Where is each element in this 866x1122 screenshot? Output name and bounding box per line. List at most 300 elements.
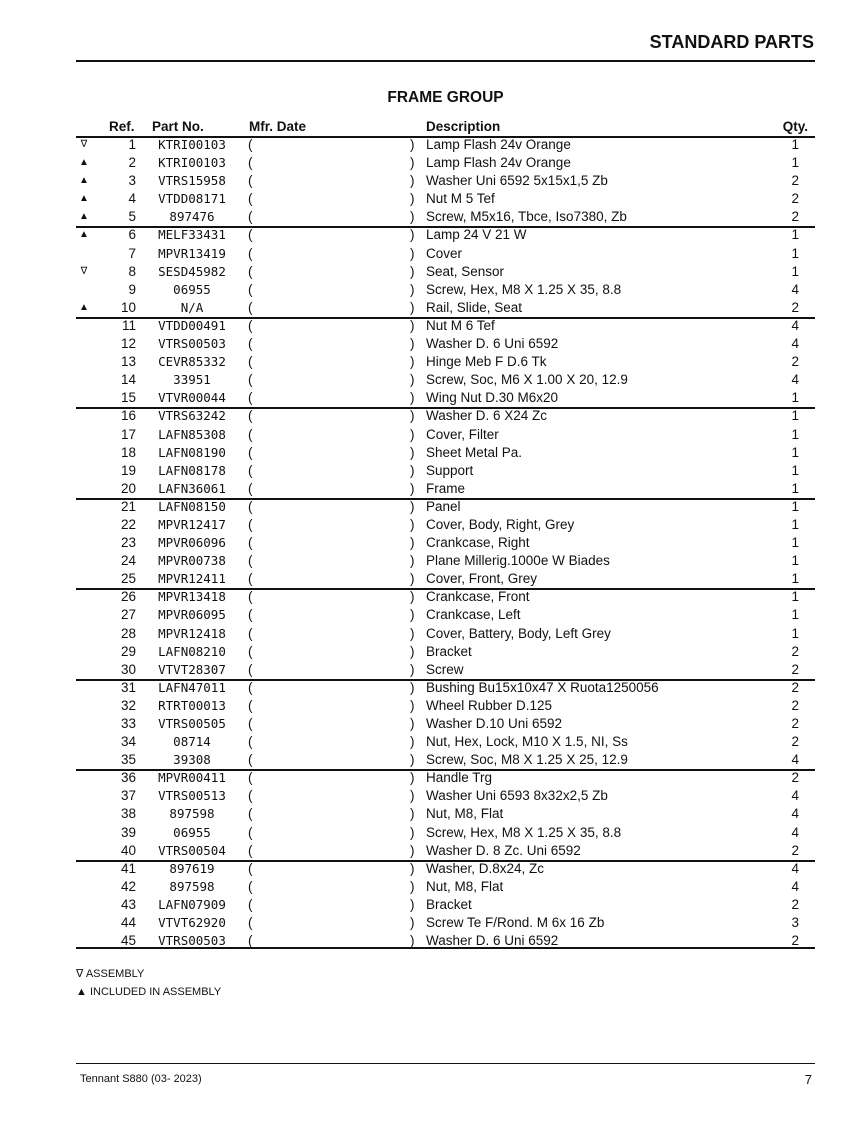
row-qty: 1 (791, 480, 799, 496)
mfr-date-open: ( (248, 498, 253, 514)
row-qty: 2 (791, 191, 799, 207)
row-part-no: N/A (180, 299, 204, 315)
mfr-date-close: ) (410, 462, 415, 478)
table-row (76, 444, 815, 462)
mfr-date-close: ) (410, 878, 415, 894)
mfr-date-close: ) (410, 607, 415, 623)
row-part-no: 897598 (169, 878, 215, 894)
row-description: Cover, Filter (426, 426, 499, 442)
mfr-date-close: ) (410, 625, 415, 641)
row-qty: 4 (791, 372, 799, 388)
row-description: Nut, Hex, Lock, M10 X 1.5, NI, Ss (426, 734, 628, 750)
row-qty: 2 (791, 770, 799, 786)
mfr-date-close: ) (410, 209, 415, 225)
table-row (76, 914, 815, 932)
row-part-no: VTRS00503 (158, 933, 226, 949)
mfr-date-close: ) (410, 516, 415, 532)
row-ref: 38 (120, 806, 136, 822)
row-ref: 41 (120, 860, 136, 876)
row-description: Cover, Body, Right, Grey (426, 516, 575, 532)
table-row (76, 842, 815, 860)
row-marker-icon: ▲ (79, 211, 89, 223)
row-qty: 1 (791, 155, 799, 171)
table-row (76, 426, 815, 444)
table-row (76, 226, 815, 244)
mfr-date-close: ) (410, 245, 415, 261)
mfr-date-open: ( (248, 788, 253, 804)
row-part-no: LAFN08178 (158, 462, 226, 478)
row-part-no: LAFN08150 (158, 498, 226, 514)
row-ref: 8 (128, 263, 136, 279)
row-ref: 19 (120, 462, 136, 478)
table-row (76, 661, 815, 679)
row-part-no: VTRS00513 (158, 788, 226, 804)
row-description: Panel (426, 498, 461, 514)
row-ref: 18 (120, 444, 136, 460)
row-ref: 29 (120, 643, 136, 659)
row-description: Lamp Flash 24v Orange (426, 155, 571, 171)
table-row (76, 263, 815, 281)
row-marker-icon: ∇ (80, 265, 88, 277)
row-description: Washer D. 6 Uni 6592 (426, 933, 559, 949)
row-qty: 4 (791, 824, 799, 840)
mfr-date-close: ) (410, 408, 415, 424)
table-row (76, 208, 815, 226)
mfr-date-open: ( (248, 372, 253, 388)
row-description: Washer D. 8 Zc. Uni 6592 (426, 842, 581, 858)
mfr-date-open: ( (248, 679, 253, 695)
page-header (76, 30, 815, 62)
row-qty: 2 (791, 354, 799, 370)
row-qty: 4 (791, 281, 799, 297)
row-ref: 30 (120, 661, 136, 677)
row-ref: 17 (120, 426, 136, 442)
row-description: Plane Millerig.1000e W Biades (426, 553, 610, 569)
assembly-symbol-icon: ∇ (76, 968, 84, 980)
row-part-no: VTDD08171 (158, 191, 226, 207)
mfr-date-open: ( (248, 408, 253, 424)
table-row (76, 570, 815, 588)
row-ref: 11 (121, 317, 136, 333)
table-row (76, 154, 815, 172)
row-part-no: MPVR13418 (158, 589, 226, 605)
mfr-date-close: ) (410, 372, 415, 388)
table-row (76, 480, 815, 498)
row-qty: 1 (791, 607, 799, 623)
row-part-no: MPVR00411 (158, 770, 226, 786)
mfr-date-open: ( (248, 516, 253, 532)
table-row (76, 389, 815, 407)
mfr-date-close: ) (410, 734, 415, 750)
mfr-date-close: ) (410, 227, 415, 243)
mfr-date-open: ( (248, 191, 253, 207)
row-ref: 1 (128, 137, 136, 152)
row-ref: 22 (120, 516, 136, 532)
row-description: Cover (426, 245, 463, 261)
row-part-no: LAFN08210 (158, 643, 226, 659)
included-symbol-icon: ▲ (76, 986, 87, 998)
mfr-date-close: ) (410, 697, 415, 713)
mfr-date-open: ( (248, 643, 253, 659)
row-qty: 1 (791, 535, 799, 551)
mfr-date-open: ( (248, 933, 253, 949)
row-ref: 6 (128, 227, 136, 243)
table-row (76, 824, 815, 842)
row-description: Nut M 6 Tef (426, 317, 495, 333)
row-ref: 3 (128, 173, 136, 189)
row-ref: 32 (120, 697, 136, 713)
row-description: Screw, M5x16, Tbce, Iso7380, Zb (426, 209, 627, 225)
row-description: Crankcase, Right (426, 535, 530, 551)
row-ref: 21 (120, 498, 136, 514)
row-qty: 1 (791, 137, 799, 152)
table-row (76, 190, 815, 208)
page-footer (76, 1063, 815, 1087)
row-qty: 4 (791, 336, 799, 352)
row-description: Crankcase, Left (426, 607, 521, 623)
row-marker-icon: ▲ (79, 301, 89, 313)
row-part-no: VTRS00505 (158, 716, 226, 731)
table-row (76, 625, 815, 643)
mfr-date-close: ) (410, 806, 415, 822)
mfr-date-close: ) (410, 842, 415, 858)
row-part-no: 33951 (173, 372, 211, 388)
row-ref: 24 (120, 553, 136, 569)
mfr-date-close: ) (410, 589, 415, 605)
mfr-date-close: ) (410, 824, 415, 840)
row-qty: 2 (791, 697, 799, 713)
table-row (76, 534, 815, 552)
mfr-date-open: ( (248, 716, 253, 731)
row-ref: 10 (120, 299, 136, 315)
mfr-date-open: ( (248, 589, 253, 605)
mfr-date-open: ( (248, 860, 253, 876)
row-description: Frame (426, 480, 466, 496)
mfr-date-open: ( (248, 155, 253, 171)
row-qty: 2 (791, 173, 799, 189)
table-row (76, 335, 815, 353)
table-row (76, 172, 815, 190)
row-description: Cover, Battery, Body, Left Grey (426, 625, 611, 641)
table-row (76, 697, 815, 715)
mfr-date-close: ) (410, 317, 415, 333)
row-part-no: SESD45982 (158, 263, 226, 279)
mfr-date-open: ( (248, 607, 253, 623)
row-qty: 2 (791, 734, 799, 750)
table-row (76, 462, 815, 480)
row-qty: 3 (791, 915, 799, 931)
mfr-date-close: ) (410, 535, 415, 551)
group-title: FRAME GROUP (387, 89, 504, 106)
row-ref: 28 (120, 625, 136, 641)
row-part-no: MPVR00738 (158, 553, 226, 569)
row-ref: 25 (120, 571, 136, 587)
row-description: Bracket (426, 643, 472, 659)
row-marker-icon: ∇ (80, 139, 88, 150)
row-description: Washer D. 6 X24 Zc (426, 408, 548, 424)
header-qty: Qty. (782, 119, 808, 134)
row-qty: 4 (791, 878, 799, 894)
row-part-no: 897619 (169, 860, 215, 876)
row-qty: 1 (791, 625, 799, 641)
row-description: Wing Nut D.30 M6x20 (426, 390, 559, 406)
table-row (76, 606, 815, 624)
row-part-no: 897598 (169, 806, 215, 822)
mfr-date-open: ( (248, 137, 253, 152)
table-row (76, 715, 815, 733)
mfr-date-close: ) (410, 571, 415, 587)
mfr-date-close: ) (410, 173, 415, 189)
row-ref: 4 (128, 191, 136, 207)
mfr-date-open: ( (248, 915, 253, 931)
row-ref: 31 (120, 679, 136, 695)
row-qty: 2 (791, 661, 799, 677)
row-qty: 4 (791, 806, 799, 822)
mfr-date-close: ) (410, 137, 415, 152)
row-part-no: VTVT62920 (158, 915, 226, 931)
mfr-date-close: ) (410, 480, 415, 496)
mfr-date-open: ( (248, 842, 253, 858)
row-part-no: 06955 (173, 824, 211, 840)
table-row (76, 896, 815, 914)
mfr-date-close: ) (410, 263, 415, 279)
mfr-date-open: ( (248, 209, 253, 225)
header-description: Description (426, 119, 501, 134)
mfr-date-open: ( (248, 245, 253, 261)
legend (76, 967, 221, 1003)
mfr-date-open: ( (248, 661, 253, 677)
mfr-date-close: ) (410, 553, 415, 569)
mfr-date-open: ( (248, 734, 253, 750)
row-qty: 4 (791, 860, 799, 876)
row-description: Nut M 5 Tef (426, 191, 495, 207)
row-qty: 2 (791, 933, 799, 949)
row-description: Washer D. 6 Uni 6592 (426, 336, 559, 352)
mfr-date-close: ) (410, 679, 415, 695)
row-ref: 12 (120, 336, 136, 352)
row-qty: 2 (791, 679, 799, 695)
row-ref: 14 (120, 372, 136, 388)
row-qty: 4 (791, 317, 799, 333)
mfr-date-open: ( (248, 896, 253, 912)
table-row (76, 769, 815, 787)
mfr-date-open: ( (248, 227, 253, 243)
mfr-date-open: ( (248, 625, 253, 641)
row-ref: 36 (120, 770, 136, 786)
row-part-no: 08714 (173, 734, 211, 750)
row-description: Washer Uni 6593 8x32x2,5 Zb (426, 788, 608, 804)
mfr-date-close: ) (410, 354, 415, 370)
mfr-date-open: ( (248, 299, 253, 315)
row-description: Lamp Flash 24v Orange (426, 137, 571, 152)
legend-assembly-label: ASSEMBLY (85, 968, 145, 980)
mfr-date-close: ) (410, 155, 415, 171)
row-part-no: LAFN36061 (158, 480, 226, 496)
row-description: Nut, M8, Flat (426, 878, 504, 894)
row-part-no: VTDD00491 (158, 317, 226, 333)
row-part-no: RTRT00013 (158, 697, 226, 713)
row-part-no: MELF33431 (158, 227, 226, 243)
row-ref: 39 (120, 824, 136, 840)
legend-assembly (76, 967, 221, 985)
row-qty: 1 (791, 245, 799, 261)
row-ref: 13 (120, 354, 136, 370)
mfr-date-open: ( (248, 390, 253, 406)
mfr-date-open: ( (248, 553, 253, 569)
row-description: Screw (426, 661, 464, 677)
header-part-no: Part No. (152, 119, 204, 134)
table-row (76, 733, 815, 751)
row-part-no: CEVR85332 (158, 354, 226, 370)
mfr-date-close: ) (410, 191, 415, 207)
row-qty: 1 (791, 462, 799, 478)
mfr-date-close: ) (410, 788, 415, 804)
row-description: Screw, Soc, M8 X 1.25 X 25, 12.9 (426, 752, 628, 768)
header-ref: Ref. (109, 119, 135, 134)
table-row (76, 371, 815, 389)
row-description: Screw Te F/Rond. M 6x 16 Zb (426, 915, 605, 931)
row-description: Crankcase, Front (426, 589, 530, 605)
row-qty: 1 (791, 444, 799, 460)
mfr-date-close: ) (410, 915, 415, 931)
row-description: Support (426, 462, 474, 478)
row-description: Nut, M8, Flat (426, 806, 504, 822)
mfr-date-close: ) (410, 933, 415, 949)
row-description: Bushing Bu15x10x47 X Ruota1250056 (426, 679, 659, 695)
table-bottom-rule (76, 947, 815, 949)
row-description: Wheel Rubber D.125 (426, 697, 553, 713)
row-ref: 43 (120, 896, 136, 912)
parts-table (76, 136, 815, 950)
mfr-date-close: ) (410, 716, 415, 731)
row-description: Hinge Meb F D.6 Tk (426, 354, 547, 370)
row-description: Washer D.10 Uni 6592 (426, 716, 563, 731)
table-row (76, 805, 815, 823)
row-qty: 1 (791, 408, 799, 424)
mfr-date-close: ) (410, 299, 415, 315)
table-row (76, 878, 815, 896)
mfr-date-open: ( (248, 535, 253, 551)
row-qty: 2 (791, 643, 799, 659)
row-qty: 1 (791, 498, 799, 514)
row-qty: 1 (791, 571, 799, 587)
row-qty: 1 (791, 426, 799, 442)
mfr-date-close: ) (410, 661, 415, 677)
row-qty: 2 (791, 842, 799, 858)
row-description: Bracket (426, 896, 472, 912)
row-part-no: KTRI00103 (158, 155, 226, 171)
row-ref: 35 (120, 752, 136, 768)
mfr-date-close: ) (410, 336, 415, 352)
table-row (76, 407, 815, 425)
row-ref: 23 (120, 535, 136, 551)
page-number: 7 (804, 1072, 812, 1087)
row-description: Seat, Sensor (426, 263, 505, 279)
row-ref: 40 (120, 842, 136, 858)
row-part-no: 39308 (173, 752, 211, 768)
row-ref: 7 (128, 245, 136, 261)
row-part-no: MPVR06095 (158, 607, 226, 623)
row-qty: 4 (791, 752, 799, 768)
table-row (76, 516, 815, 534)
row-qty: 2 (791, 896, 799, 912)
row-qty: 1 (791, 227, 799, 243)
footer-model: Tennant S880 (03- 2023) (80, 1073, 202, 1085)
mfr-date-open: ( (248, 173, 253, 189)
row-description: Washer, D.8x24, Zc (426, 860, 545, 876)
row-marker-icon: ▲ (79, 157, 89, 169)
mfr-date-open: ( (248, 770, 253, 786)
row-part-no: VTRS15958 (158, 173, 226, 189)
mfr-date-close: ) (410, 498, 415, 514)
table-row (76, 136, 815, 154)
mfr-date-close: ) (410, 770, 415, 786)
row-ref: 44 (120, 915, 136, 931)
row-part-no: VTVT28307 (158, 661, 226, 677)
table-row (76, 679, 815, 697)
row-ref: 45 (120, 933, 136, 949)
mfr-date-open: ( (248, 444, 253, 460)
mfr-date-open: ( (248, 480, 253, 496)
row-part-no: MPVR13419 (158, 245, 226, 261)
mfr-date-open: ( (248, 752, 253, 768)
row-part-no: VTRS00504 (158, 842, 226, 858)
row-description: Cover, Front, Grey (426, 571, 538, 587)
row-qty: 4 (791, 788, 799, 804)
row-part-no: LAFN47011 (158, 679, 226, 695)
mfr-date-open: ( (248, 336, 253, 352)
page-title: STANDARD PARTS (649, 32, 814, 52)
mfr-date-open: ( (248, 806, 253, 822)
header-mfr-date: Mfr. Date (249, 119, 307, 134)
row-ref: 16 (120, 408, 136, 424)
row-marker-icon: ▲ (79, 229, 89, 241)
table-row (76, 751, 815, 769)
mfr-date-close: ) (410, 281, 415, 297)
row-part-no: LAFN07909 (158, 896, 226, 912)
row-ref: 37 (120, 788, 136, 804)
row-ref: 42 (120, 878, 136, 894)
row-description: Sheet Metal Pa. (426, 444, 523, 460)
mfr-date-close: ) (410, 426, 415, 442)
legend-included-label: INCLUDED IN ASSEMBLY (89, 986, 222, 998)
row-description: Washer Uni 6592 5x15x1,5 Zb (426, 173, 608, 189)
row-ref: 2 (128, 155, 136, 171)
row-qty: 1 (791, 589, 799, 605)
row-part-no: MPVR12417 (158, 516, 226, 532)
mfr-date-close: ) (410, 860, 415, 876)
table-row (76, 299, 815, 317)
row-description: Lamp 24 V 21 W (426, 227, 527, 243)
table-row (76, 281, 815, 299)
mfr-date-open: ( (248, 878, 253, 894)
mfr-date-open: ( (248, 462, 253, 478)
row-description: Handle Trg (426, 770, 493, 786)
row-qty: 1 (791, 553, 799, 569)
row-qty: 2 (791, 716, 799, 731)
table-row (76, 552, 815, 570)
mfr-date-open: ( (248, 263, 253, 279)
row-part-no: MPVR12411 (158, 571, 226, 587)
row-description: Rail, Slide, Seat (426, 299, 523, 315)
row-ref: 33 (120, 716, 136, 731)
mfr-date-close: ) (410, 444, 415, 460)
row-part-no: LAFN85308 (158, 426, 226, 442)
table-row (76, 787, 815, 805)
row-marker-icon: ▲ (79, 175, 89, 187)
mfr-date-close: ) (410, 390, 415, 406)
row-ref: 9 (128, 281, 136, 297)
